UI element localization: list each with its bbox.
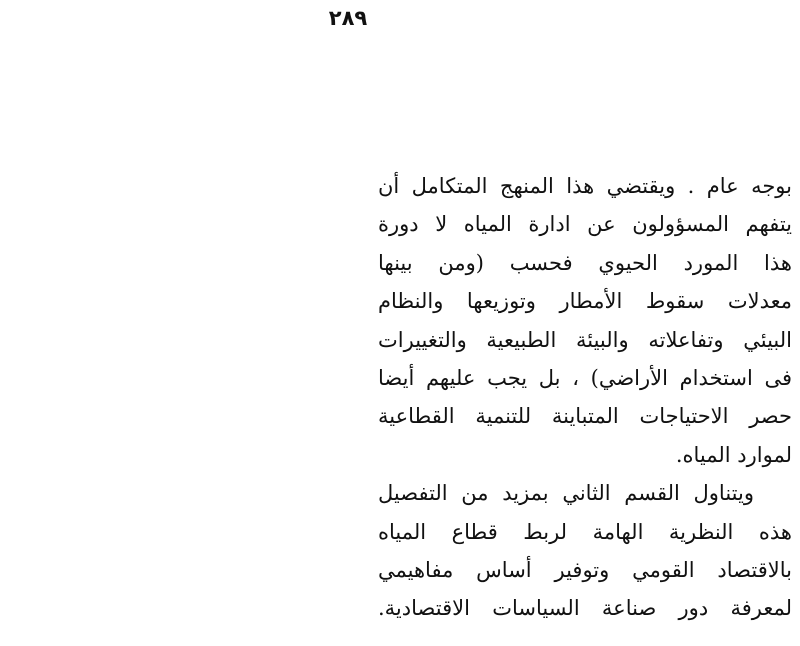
text-line: بوجه عام . ويقتضي هذا المنهج المتكامل أن bbox=[378, 174, 792, 198]
text-line: لمعرفة دور صناعة السياسات الاقتصادية. bbox=[378, 596, 792, 621]
text-line: هذا المورد الحيوي فحسب (ومن بينها bbox=[378, 250, 792, 275]
text-line: معدلات سقوط الأمطار وتوزيعها والنظام bbox=[378, 289, 792, 314]
text-line: حصر الاحتياجات المتباينة للتنمية القطاعية bbox=[378, 404, 792, 429]
text-line: هذه النظرية الهامة لربط قطاع المياه bbox=[378, 519, 792, 544]
text-line: البيئي وتفاعلاته والبيئة الطبيعية والتغييرات bbox=[378, 327, 792, 352]
body-text bbox=[378, 167, 792, 628]
text-line: بالاقتصاد القومي وتوفير أساس مفاهيمي bbox=[378, 557, 792, 582]
text-line: يتفهم المسؤولون عن ادارة المياه لا دورة bbox=[378, 212, 792, 237]
text-line: ويتناول القسم الثاني بمزيد من التفصيل bbox=[378, 481, 754, 506]
page-number: ٢٨٩ bbox=[328, 6, 368, 30]
text-line: فى استخدام الأراضي) ، بل يجب عليهم أيضا bbox=[378, 365, 792, 390]
text-line: لموارد المياه. bbox=[675, 442, 792, 467]
